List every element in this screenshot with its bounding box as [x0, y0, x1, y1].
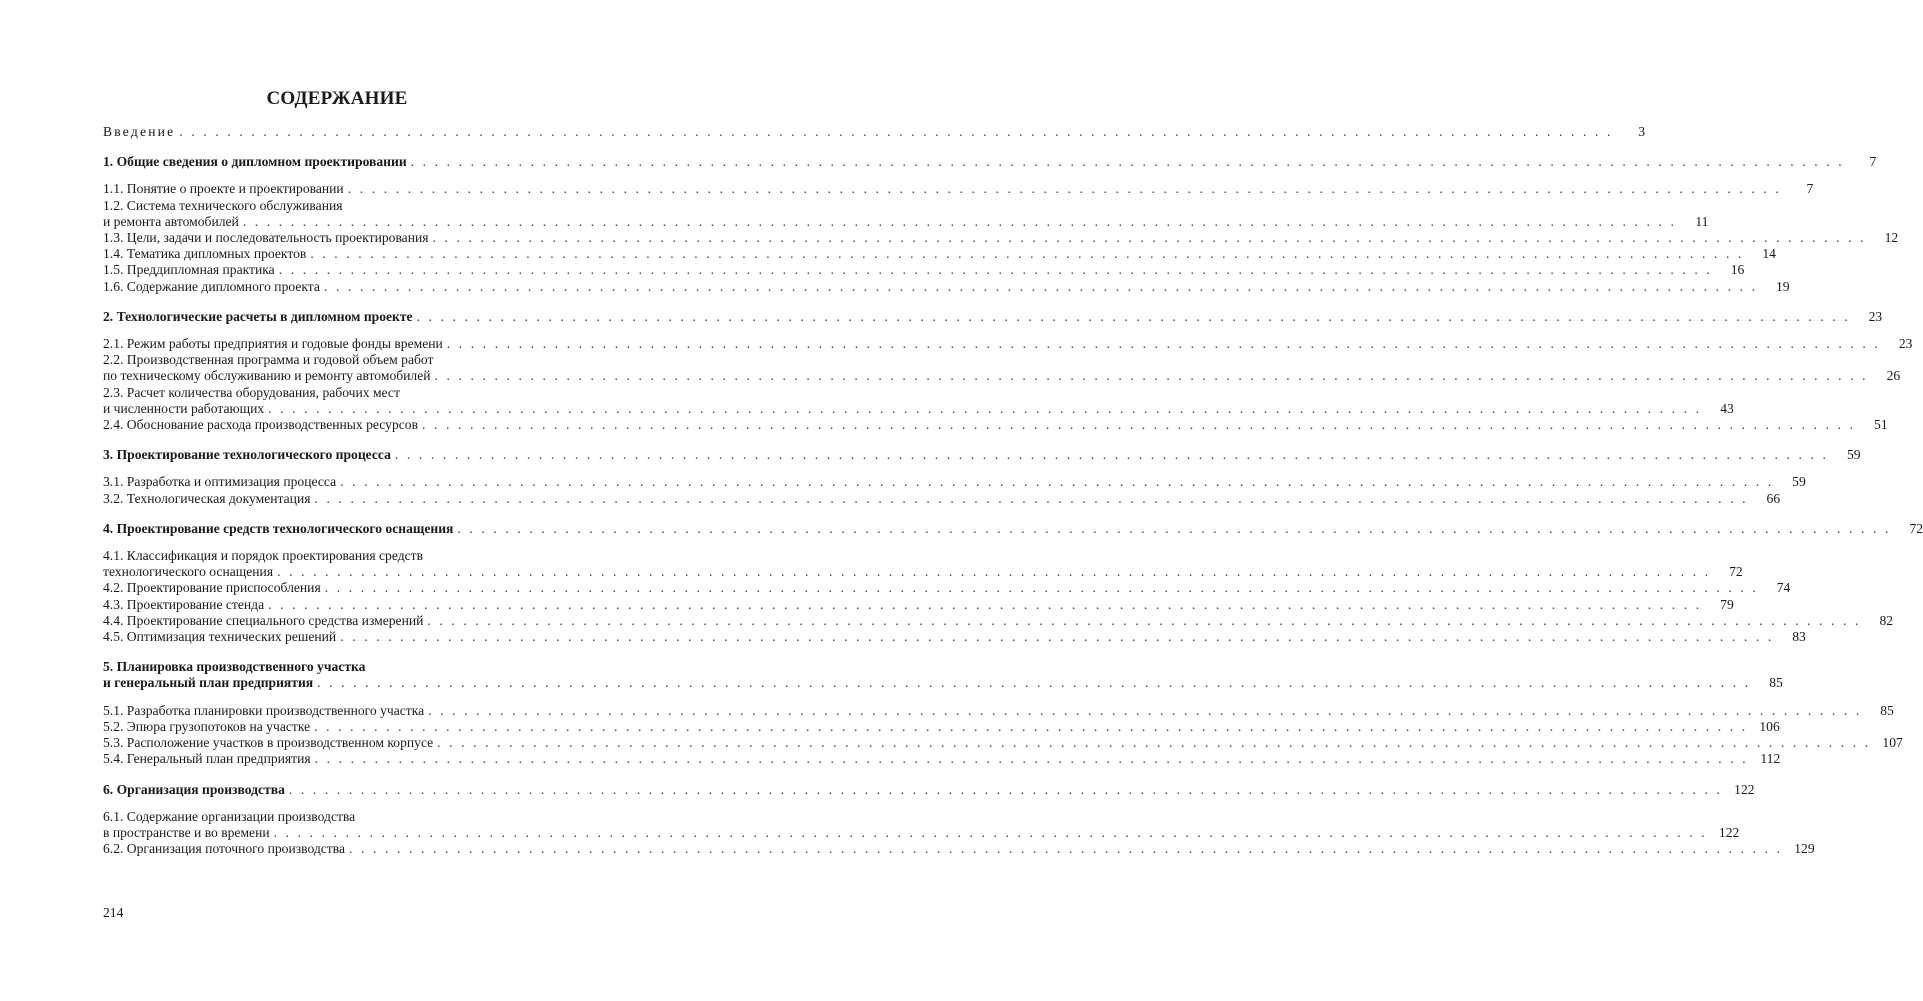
toc-page-number: 59 — [1846, 447, 1861, 463]
toc-page-number: 83 — [1792, 629, 1806, 645]
toc-chapter-heading — [103, 308, 1883, 325]
page-number: 214 — [103, 905, 124, 920]
toc-item-entry — [103, 596, 1734, 613]
toc-label-line: 6.1. Содержание организации производства — [103, 808, 356, 824]
toc-page-number: 7 — [1869, 154, 1877, 170]
toc-chapters — [103, 154, 1923, 857]
toc-page-number: 59 — [1792, 474, 1806, 490]
dot-leader: . . . . . . . . . . . . . . . . . . . . . . . . . . . . . . . . . . . . . . . . . . . . . . . . . . . . . . . . . . . . . . . . . . . . . . . . . . . . . . . . . . . . . . . . . . . . . . . . . . . . . . . . . . . . . . . . . . . . . . . . — [434, 368, 1869, 384]
dot-leader: . . . . . . . . . . . . . . . . . . . . . . . . . . . . . . . . . . . . . . . . . . . . . . . . . . . . . . . . . . . . . . . . . . . . . . . . . . . . . . . . . . . . . . . . . . . . . . . . . . . . . . . . . . . . . . . . . . . . . . . . — [288, 781, 1723, 797]
toc-item-entry — [103, 564, 1743, 580]
dot-leader: . . . . . . . . . . . . . . . . . . . . . . . . . . . . . . . . . . . . . . . . . . . . . . . . . . . . . . . . . . . . . . . . . . . . . . . . . . . . . . . . . . . . . . . . . . . . . . . . . . . . . . . . . . . . . . . . . . . . . . . . — [427, 612, 1862, 628]
toc-page-number: 7 — [1806, 181, 1814, 197]
dot-leader: . . . . . . . . . . . . . . . . . . . . . . . . . . . . . . . . . . . . . . . . . . . . . . . . . . . . . . . . . . . . . . . . . . . . . . . . . . . . . . . . . . . . . . . . . . . . . . . . . . . . . . . . . . . . . . . . . . . . . . . . — [394, 447, 1829, 463]
toc-page-number: 79 — [1720, 596, 1734, 612]
toc-item-entry — [103, 735, 1903, 751]
toc-label: 2.4. Обоснование расхода производственных ресурсов — [103, 417, 418, 433]
toc-chapter-6 — [103, 781, 1815, 858]
toc-page-number: 23 — [1898, 336, 1913, 352]
toc-chapter-entry — [103, 781, 1755, 798]
toc-chapter-heading — [103, 154, 1877, 170]
toc-item-entry — [103, 368, 1901, 384]
toc-label: 3.2. Технологическая документация — [103, 490, 311, 506]
toc-label: 4.2. Проектирование приспособления — [103, 580, 321, 596]
toc-label: 5.4. Генеральный план предприятия — [103, 751, 311, 767]
toc-chapter-3 — [103, 447, 1861, 507]
toc-label: 4.3. Проектирование стенда — [103, 596, 265, 612]
toc-label: в пространстве и во времени — [103, 824, 270, 840]
toc-label: 1.1. Понятие о проекте и проектировании — [103, 181, 344, 197]
toc-chapter-heading — [103, 447, 1861, 463]
dot-leader: . . . . . . . . . . . . . . . . . . . . . . . . . . . . . . . . . . . . . . . . . . . . . . . . . . . . . . . . . . . . . . . . . . . . . . . . . . . . . . . . . . . . . . . . . . . . . . . . . . . . . . . . . . . . . . . . . . . . . . . . — [273, 824, 1708, 840]
toc-item-entry — [103, 230, 1899, 246]
toc-chapter-heading — [103, 520, 1923, 537]
dot-leader: . . . . . . . . . . . . . . . . . . . . . . . . . . . . . . . . . . . . . . . . . . . . . . . . . . . . . . . . . . . . . . . . . . . . . . . . . . . . . . . . . . . . . . . . . . . . . . . . . . . . . . . . . . . . . . . . . . . . . . . . — [310, 246, 1744, 262]
toc-item-entry — [103, 718, 1780, 735]
toc-chapter-entry — [103, 308, 1883, 325]
toc-label: 2. Технологические расчеты в дипломном проекте — [103, 308, 413, 324]
toc-label: и генеральный план предприятия — [103, 675, 314, 691]
toc-item-entry — [103, 417, 1888, 433]
toc-page-number: 112 — [1760, 751, 1781, 767]
dot-leader: . . . . . . . . . . . . . . . . . . . . . . . . . . . . . . . . . . . . . . . . . . . . . . . . . . . . . . . . . . . . . . . . . . . . . . . . . . . . . . . . . . . . . . . . . . . . . . . . . . . . . . . . . . . . . . . . . . . . . . . . — [324, 580, 1759, 596]
toc-page-number: 11 — [1695, 213, 1709, 229]
toc-chapter-heading — [103, 781, 1755, 798]
toc-chapter-2 — [103, 308, 1913, 433]
toc-label: 5.1. Разработка планировки производственного участка — [103, 702, 425, 718]
toc-item-entry — [103, 824, 1740, 841]
toc-chapter-4 — [103, 520, 1923, 645]
toc-label: 5.2. Эпюра грузопотоков на участке — [103, 718, 311, 734]
toc-label-line: 5. Планировка производственного участка — [103, 659, 366, 675]
toc-page-number: 74 — [1776, 580, 1791, 596]
toc-label: и ремонта автомобилей — [103, 213, 239, 229]
dot-leader: . . . . . . . . . . . . . . . . . . . . . . . . . . . . . . . . . . . . . . . . . . . . . . . . . . . . . . . . . . . . . . . . . . . . . . . . . . . . . . . . . . . . . . . . . . . . . . . . . . . . . . . . . . . . . . . . . . . . . . . . — [314, 718, 1748, 734]
dot-leader: . . . . . . . . . . . . . . . . . . . . . . . . . . . . . . . . . . . . . . . . . . . . . . . . . . . . . . . . . . . . . . . . . . . . . . . . . . . . . . . . . . . . . . . . . . . . . . . . . . . . . . . . . . . . . . . . . . . . . . . . — [242, 213, 1677, 229]
toc-label: по техническому обслуживанию и ремонту автомобилей — [103, 368, 431, 384]
toc-page-number: 85 — [1880, 702, 1894, 718]
dot-leader: . . . . . . . . . . . . . . . . . . . . . . . . . . . . . . . . . . . . . . . . . . . . . . . . . . . . . . . . . . . . . . . . . . . . . . . . . . . . . . . . . . . . . . . . . . . . . . . . . . . . . . . . . . . . . . . . . . . . . . . . — [314, 751, 1749, 767]
toc-page-number: 14 — [1762, 246, 1776, 262]
dot-leader: . . . . . . . . . . . . . . . . . . . . . . . . . . . . . . . . . . . . . . . . . . . . . . . . . . . . . . . . . . . . . . . . . . . . . . . . . . . . . . . . . . . . . . . . . . . . . . . . . . . . . . . . . . . . . . . . . . . . . . . . — [340, 474, 1774, 490]
dot-leader: . . . . . . . . . . . . . . . . . . . . . . . . . . . . . . . . . . . . . . . . . . . . . . . . . . . . . . . . . . . . . . . . . . . . . . . . . . . . . . . . . . . . . . . . . . . . . . . . . . . . . . . . . . . . . . . . . . . . . . . . — [437, 735, 1871, 751]
toc-label: 1. Общие сведения о дипломном проектировании — [103, 154, 407, 170]
toc-label: 4.5. Оптимизация технических решений — [103, 629, 337, 645]
toc-chapter-entry — [103, 675, 1783, 691]
toc-chapter-entry — [103, 520, 1923, 537]
toc-item-entry — [103, 474, 1806, 490]
toc-page-number: 72 — [1909, 520, 1923, 536]
toc-label: 1.4. Тематика дипломных проектов — [103, 246, 307, 262]
dot-leader: . . . . . . . . . . . . . . . . . . . . . . . . . . . . . . . . . . . . . . . . . . . . . . . . . . . . . . . . . . . . . . . . . . . . . . . . . . . . . . . . . . . . . . . . . . . . . . . . . . . . . . . . . . . . . . . . . . . . . . . . — [314, 490, 1749, 506]
toc-chapter-5 — [103, 659, 1903, 767]
dot-leader: . . . . . . . . . . . . . . . . . . . . . . . . . . . . . . . . . . . . . . . . . . . . . . . . . . . . . . . . . . . . . . . . . . . . . . . . . . . . . . . . . . . . . . . . . . . . . . . . . . . . . . . . . . . . . . . . . . . . . . . . — [349, 841, 1783, 857]
toc-label-line: 1.2. Система технического обслуживания — [103, 197, 343, 213]
toc-label: и численности работающих — [103, 400, 265, 416]
toc-page-number: 12 — [1884, 230, 1899, 246]
toc-chapter-heading — [103, 659, 1783, 691]
toc-page-number: 43 — [1720, 400, 1734, 416]
toc-item-entry — [103, 336, 1913, 352]
toc-label: Введение — [103, 124, 176, 139]
dot-leader: . . . . . . . . . . . . . . . . . . . . . . . . . . . . . . . . . . . . . . . . . . . . . . . . . . . . . . . . . . . . . . . . . . . . . . . . . . . . . . . . . . . . . . . . . . . . . . . . . . . . . . . . . . . . . . . . . . . . . . . . — [446, 336, 1881, 352]
toc-item-entry — [103, 629, 1806, 645]
toc-page-number: 122 — [1734, 781, 1755, 797]
toc-page-number: 107 — [1882, 735, 1903, 751]
dot-leader: . . . . . . . . . . . . . . . . . . . . . . . . . . . . . . . . . . . . . . . . . . . . . . . . . . . . . . . . . . . . . . . . . . . . . . . . . . . . . . . . . . . . . . . . . . . . . . . . . . . . . . . . . . . . . . . . . . . . . . . . — [340, 629, 1774, 645]
toc-label: 3. Проектирование технологического процесса — [103, 447, 391, 463]
dot-leader: . . . . . . . . . . . . . . . . . . . . . . . . . . . . . . . . . . . . . . . . . . . . . . . . . . . . . . . . . . . . . . . . . . . . . . . . . . . . . . . . . . . . . . . . . . . . . . . . . . . . . . . . . . . . . . . . . . . . . . . . — [432, 230, 1867, 246]
toc-chapter-1 — [103, 154, 1899, 295]
toc-item-entry — [103, 213, 1709, 230]
toc-label: 2.1. Режим работы предприятия и годовые фонды времени — [103, 336, 443, 352]
toc-item-entry — [103, 490, 1781, 507]
toc-label: 1.5. Преддипломная практика — [103, 262, 275, 278]
toc-label: 1.3. Цели, задачи и последовательность проектирования — [103, 230, 429, 246]
toc-label: технологического оснащения — [103, 564, 274, 580]
toc-page-number: 51 — [1874, 417, 1888, 433]
toc-intro — [103, 124, 1646, 140]
dot-leader: . . . . . . . . . . . . . . . . . . . . . . . . . . . . . . . . . . . . . . . . . . . . . . . . . . . . . . . . . . . . . . . . . . . . . . . . . . . . . . . . . . . . . . . . . . . . . . . . . . . . . . . . . . . . . . . . . . . . . . . . — [457, 520, 1892, 536]
toc-label-line: 2.3. Расчет количества оборудования, рабочих мест — [103, 384, 400, 400]
toc-page-number: 26 — [1886, 368, 1901, 384]
toc-chapter-entry — [103, 154, 1877, 170]
toc-label: 3.1. Разработка и оптимизация процесса — [103, 474, 337, 490]
toc-page-number: 19 — [1775, 278, 1790, 294]
dot-leader: . . . . . . . . . . . . . . . . . . . . . . . . . . . . . . . . . . . . . . . . . . . . . . . . . . . . . . . . . . . . . . . . . . . . . . . . . . . . . . . . . . . . . . . . . . . . . . . . . . . . . . . . . . . . . . . . . . . . . . . . — [410, 154, 1845, 170]
toc-page — [103, 88, 1923, 857]
toc-page-number: 85 — [1769, 675, 1783, 691]
toc-item-entry — [103, 246, 1776, 262]
toc-label: 5.3. Расположение участков в производственном корпусе — [103, 735, 434, 751]
dot-leader: . . . . . . . . . . . . . . . . . . . . . . . . . . . . . . . . . . . . . . . . . . . . . . . . . . . . . . . . . . . . . . . . . . . . . . . . . . . . . . . . . . . . . . . . . . . . . . . . . . . . . . . . . . . . . . . . . . . . . . . . — [268, 596, 1702, 612]
toc-label: 6. Организация производства — [103, 781, 285, 797]
page-title: СОДЕРЖАНИЕ — [266, 88, 408, 109]
toc-label: 1.6. Содержание дипломного проекта — [103, 278, 320, 294]
toc-item-entry — [103, 400, 1734, 417]
toc-page-number: 66 — [1766, 490, 1781, 506]
toc-item-entry — [103, 278, 1790, 295]
dot-leader: . . . . . . . . . . . . . . . . . . . . . . . . . . . . . . . . . . . . . . . . . . . . . . . . . . . . . . . . . . . . . . . . . . . . . . . . . . . . . . . . . . . . . . . . . . . . . . . . . . . . . . . . . . . . . . . . . . . . . . . . — [422, 417, 1856, 433]
toc-page-number: 82 — [1879, 612, 1894, 628]
toc-page-number: 122 — [1718, 824, 1740, 840]
toc-label: 4.4. Проектирование специального средства измерений — [103, 612, 424, 628]
toc-item-entry — [103, 751, 1781, 767]
toc-item-entry — [103, 612, 1894, 629]
dot-leader: . . . . . . . . . . . . . . . . . . . . . . . . . . . . . . . . . . . . . . . . . . . . . . . . . . . . . . . . . . . . . . . . . . . . . . . . . . . . . . . . . . . . . . . . . . . . . . . . . . . . . . . . . . . . . . . . . . . . . . . . — [347, 181, 1782, 197]
toc-page-number: 3 — [1638, 124, 1646, 139]
toc-page-number: 16 — [1730, 262, 1745, 278]
toc-chapter-entry — [103, 447, 1861, 463]
toc-page-number: 129 — [1794, 841, 1815, 857]
dot-leader: . . . . . . . . . . . . . . . . . . . . . . . . . . . . . . . . . . . . . . . . . . . . . . . . . . . . . . . . . . . . . . . . . . . . . . . . . . . . . . . . . . . . . . . . . . . . . . . . . . . . . . . . . . . . . . . . . . . . . . . . — [317, 675, 1751, 691]
toc-label-line: 4.1. Классификация и порядок проектирования средств — [103, 548, 424, 564]
toc-item-entry — [103, 262, 1745, 278]
toc-item-entry — [103, 181, 1814, 197]
toc-label: 4. Проектирование средств технологического оснащения — [103, 520, 454, 536]
toc-item-entry — [103, 841, 1815, 857]
toc-label-line: 2.2. Производственная программа и годовой объем работ — [103, 352, 434, 368]
dot-leader: . . . . . . . . . . . . . . . . . . . . . . . . . . . . . . . . . . . . . . . . . . . . . . . . . . . . . . . . . . . . . . . . . . . . . . . . . . . . . . . . . . . . . . . . . . . . . . . . . . . . . . . . . . . . . . . . . . . . . . . . — [416, 308, 1851, 324]
dot-leader: . . . . . . . . . . . . . . . . . . . . . . . . . . . . . . . . . . . . . . . . . . . . . . . . . . . . . . . . . . . . . . . . . . . . . . . . . . . . . . . . . . . . . . . . . . . . . . . . . . . . . . . . . . . . . . . . . . . . . . . . — [179, 124, 1614, 139]
dot-leader: . . . . . . . . . . . . . . . . . . . . . . . . . . . . . . . . . . . . . . . . . . . . . . . . . . . . . . . . . . . . . . . . . . . . . . . . . . . . . . . . . . . . . . . . . . . . . . . . . . . . . . . . . . . . . . . . . . . . . . . . — [428, 702, 1862, 718]
toc-page-number: 72 — [1729, 564, 1743, 580]
dot-leader: . . . . . . . . . . . . . . . . . . . . . . . . . . . . . . . . . . . . . . . . . . . . . . . . . . . . . . . . . . . . . . . . . . . . . . . . . . . . . . . . . . . . . . . . . . . . . . . . . . . . . . . . . . . . . . . . . . . . . . . . — [277, 564, 1711, 580]
dot-leader: . . . . . . . . . . . . . . . . . . . . . . . . . . . . . . . . . . . . . . . . . . . . . . . . . . . . . . . . . . . . . . . . . . . . . . . . . . . . . . . . . . . . . . . . . . . . . . . . . . . . . . . . . . . . . . . . . . . . . . . . — [323, 278, 1758, 294]
dot-leader: . . . . . . . . . . . . . . . . . . . . . . . . . . . . . . . . . . . . . . . . . . . . . . . . . . . . . . . . . . . . . . . . . . . . . . . . . . . . . . . . . . . . . . . . . . . . . . . . . . . . . . . . . . . . . . . . . . . . . . . . — [268, 400, 1702, 416]
toc-item-entry — [103, 702, 1894, 719]
toc-page-number: 23 — [1868, 308, 1883, 324]
toc-item-entry — [103, 580, 1791, 596]
toc-page-number: 106 — [1759, 718, 1780, 734]
dot-leader: . . . . . . . . . . . . . . . . . . . . . . . . . . . . . . . . . . . . . . . . . . . . . . . . . . . . . . . . . . . . . . . . . . . . . . . . . . . . . . . . . . . . . . . . . . . . . . . . . . . . . . . . . . . . . . . . . . . . . . . . — [278, 262, 1713, 278]
toc-label: 6.2. Организация поточного производства — [103, 841, 346, 857]
